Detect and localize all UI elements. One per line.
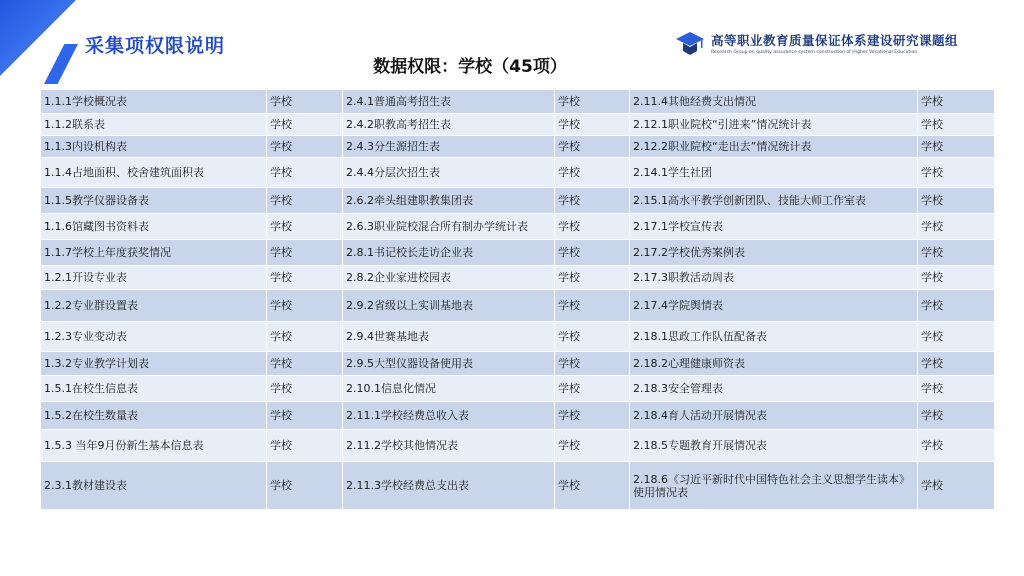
- table-row: [41, 402, 995, 430]
- item-name-cell: 2.17.2学校优秀案例表: [630, 240, 918, 266]
- permission-cell: 学校: [267, 214, 343, 240]
- permission-cell: 学校: [267, 114, 343, 136]
- item-name-cell: 2.11.3学校经费总支出表: [343, 462, 555, 510]
- permission-cell: 学校: [918, 114, 995, 136]
- permission-cell: 学校: [918, 462, 995, 510]
- table-row: [41, 136, 995, 158]
- permission-cell: 学校: [555, 402, 630, 430]
- item-name-cell: 2.12.2职业院校“走出去”情况统计表: [630, 136, 918, 158]
- table-row: [41, 188, 995, 214]
- logo-chinese-name: 高等职业教育质量保证体系建设研究课题组: [711, 33, 959, 48]
- item-name-cell: 2.18.5专题教育开展情况表: [630, 430, 918, 462]
- item-name-cell: 1.1.5教学仪器设备表: [41, 188, 267, 214]
- item-name-cell: 2.8.2企业家进校园表: [343, 266, 555, 290]
- permission-cell: 学校: [555, 266, 630, 290]
- item-name-cell: 2.17.1学校宣传表: [630, 214, 918, 240]
- permission-cell: 学校: [918, 290, 995, 322]
- permission-cell: 学校: [267, 266, 343, 290]
- table-row: [41, 322, 995, 352]
- permission-cell: 学校: [555, 240, 630, 266]
- permission-cell: 学校: [267, 376, 343, 402]
- permission-cell: 学校: [267, 240, 343, 266]
- permission-cell: 学校: [267, 462, 343, 510]
- item-name-cell: 1.1.6馆藏图书资料表: [41, 214, 267, 240]
- permission-cell: 学校: [555, 136, 630, 158]
- permissions-table: [40, 89, 995, 510]
- item-name-cell: 2.12.1职业院校“引进来”情况统计表: [630, 114, 918, 136]
- item-name-cell: 2.9.4世赛基地表: [343, 322, 555, 352]
- permission-cell: 学校: [918, 136, 995, 158]
- permission-cell: 学校: [555, 214, 630, 240]
- item-name-cell: 1.1.7学校上年度获奖情况: [41, 240, 267, 266]
- item-name-cell: 1.5.3 当年9月份新生基本信息表: [41, 430, 267, 462]
- permission-cell: 学校: [918, 266, 995, 290]
- item-name-cell: 1.5.1在校生信息表: [41, 376, 267, 402]
- page-subtitle: 数据权限：学校（45项）: [373, 57, 567, 77]
- permission-cell: 学校: [918, 90, 995, 114]
- item-name-cell: 2.4.3分生源招生表: [343, 136, 555, 158]
- slide-title: 采集项权限说明: [85, 35, 226, 57]
- permission-cell: 学校: [918, 376, 995, 402]
- item-name-cell: 1.3.2专业教学计划表: [41, 352, 267, 376]
- permission-cell: 学校: [555, 462, 630, 510]
- item-name-cell: 2.6.3职业院校混合所有制办学统计表: [343, 214, 555, 240]
- permission-cell: 学校: [267, 158, 343, 188]
- item-name-cell: 2.17.4学院舆情表: [630, 290, 918, 322]
- table-row: [41, 430, 995, 462]
- permission-cell: 学校: [555, 290, 630, 322]
- item-name-cell: 2.3.1教材建设表: [41, 462, 267, 510]
- item-name-cell: 1.5.2在校生数量表: [41, 402, 267, 430]
- item-name-cell: 1.1.3内设机构表: [41, 136, 267, 158]
- item-name-cell: 1.1.4占地面积、校舍建筑面积表: [41, 158, 267, 188]
- table-row: [41, 290, 995, 322]
- permission-cell: 学校: [555, 376, 630, 402]
- item-name-cell: 2.18.1思政工作队伍配备表: [630, 322, 918, 352]
- permission-cell: 学校: [918, 240, 995, 266]
- permission-cell: 学校: [267, 188, 343, 214]
- item-name-cell: 2.11.4其他经费支出情况: [630, 90, 918, 114]
- table-row: [41, 462, 995, 510]
- item-name-cell: 2.8.1书记校长走访企业表: [343, 240, 555, 266]
- permission-cell: 学校: [555, 188, 630, 214]
- item-name-cell: 2.17.3职教活动周表: [630, 266, 918, 290]
- item-name-cell: 2.4.2职教高考招生表: [343, 114, 555, 136]
- permission-cell: 学校: [267, 322, 343, 352]
- table-row: [41, 352, 995, 376]
- item-name-cell: 1.2.2专业群设置表: [41, 290, 267, 322]
- item-name-cell: 2.18.2心理健康师资表: [630, 352, 918, 376]
- permission-cell: 学校: [555, 114, 630, 136]
- item-name-cell: 2.14.1学生社团: [630, 158, 918, 188]
- item-name-cell: 2.6.2牵头组建职教集团表: [343, 188, 555, 214]
- logo-english-name: Research Group on quality assurance system construction of Higher Vocational Education: [711, 50, 918, 55]
- permission-cell: 学校: [918, 188, 995, 214]
- item-name-cell: 2.18.3安全管理表: [630, 376, 918, 402]
- item-name-cell: 2.15.1高水平教学创新团队、技能大师工作室表: [630, 188, 918, 214]
- permission-cell: 学校: [918, 322, 995, 352]
- table-row: [41, 114, 995, 136]
- item-name-cell: 2.9.5大型仪器设备使用表: [343, 352, 555, 376]
- permission-cell: 学校: [918, 402, 995, 430]
- table-row: [41, 214, 995, 240]
- item-name-cell: 2.18.6《习近平新时代中国特色社会主义思想学生读本》使用情况表: [630, 462, 918, 510]
- permission-cell: 学校: [267, 136, 343, 158]
- item-name-cell: 2.9.2省级以上实训基地表: [343, 290, 555, 322]
- permission-cell: 学校: [267, 402, 343, 430]
- permission-cell: 学校: [267, 352, 343, 376]
- item-name-cell: 2.4.4分层次招生表: [343, 158, 555, 188]
- table-row: [41, 158, 995, 188]
- item-name-cell: 1.2.1开设专业表: [41, 266, 267, 290]
- permission-cell: 学校: [555, 322, 630, 352]
- item-name-cell: 2.11.2学校其他情况表: [343, 430, 555, 462]
- permission-cell: 学校: [555, 430, 630, 462]
- item-name-cell: 2.18.4育人活动开展情况表: [630, 402, 918, 430]
- permission-cell: 学校: [555, 352, 630, 376]
- table-row: [41, 266, 995, 290]
- permission-cell: 学校: [267, 290, 343, 322]
- item-name-cell: 1.1.1学校概况表: [41, 90, 267, 114]
- permission-cell: 学校: [918, 214, 995, 240]
- item-name-cell: 2.10.1信息化情况: [343, 376, 555, 402]
- table-row: [41, 90, 995, 114]
- permission-cell: 学校: [555, 158, 630, 188]
- permission-cell: 学校: [918, 352, 995, 376]
- permission-cell: 学校: [918, 158, 995, 188]
- permission-cell: 学校: [918, 430, 995, 462]
- permission-cell: 学校: [555, 90, 630, 114]
- permission-cell: 学校: [267, 430, 343, 462]
- table-row: [41, 240, 995, 266]
- item-name-cell: 2.11.1学校经费总收入表: [343, 402, 555, 430]
- item-name-cell: 1.1.2联系表: [41, 114, 267, 136]
- item-name-cell: 2.4.1普通高考招生表: [343, 90, 555, 114]
- item-name-cell: 1.2.3专业变动表: [41, 322, 267, 352]
- table-row: [41, 376, 995, 402]
- permission-cell: 学校: [267, 90, 343, 114]
